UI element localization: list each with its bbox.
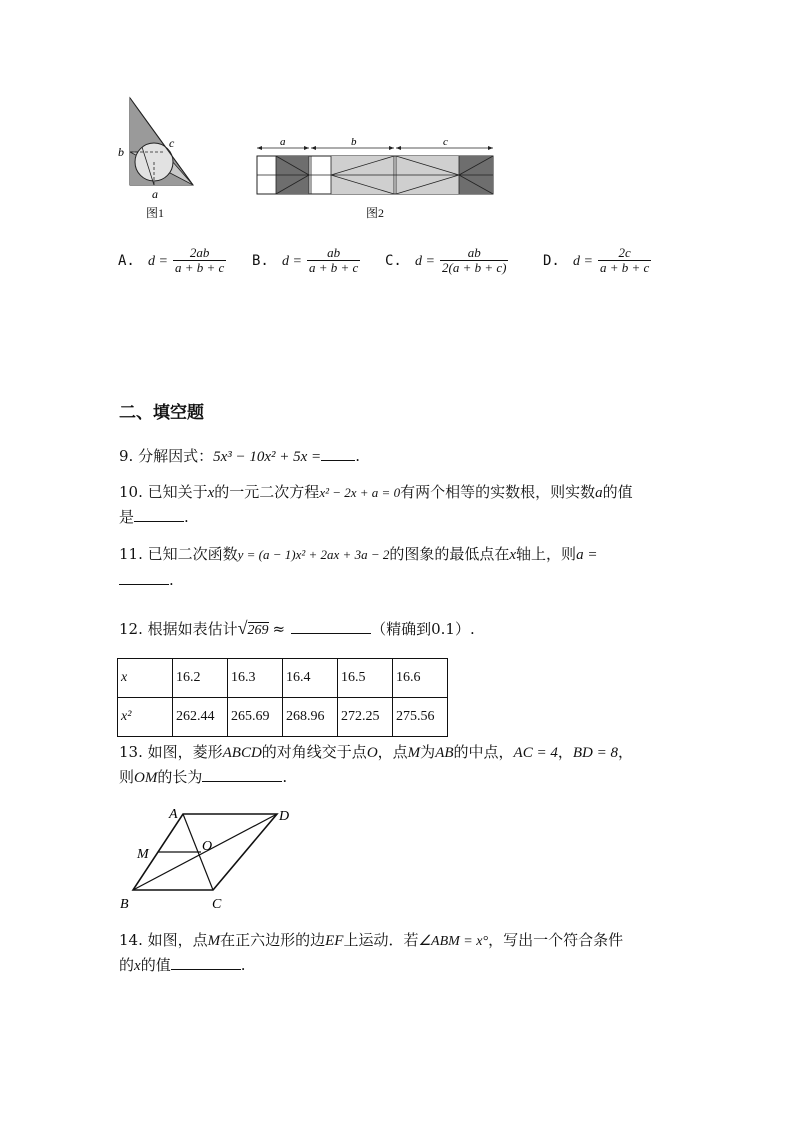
option-c-fraction: $\frac{ab}{2(a + b + c)}$ <box>442 245 507 275</box>
question-14-line2: 的x的值 . <box>119 956 246 974</box>
fig2-label-c: c <box>443 136 448 148</box>
question-10-line2: 是 . <box>119 508 189 526</box>
option-b: B. d = $\frac{ab}{a + b + c}$ <box>252 245 359 275</box>
figure-2-strip <box>252 134 498 200</box>
rhombus-label-B: B <box>120 897 129 912</box>
section-title: 二、填空题 <box>119 403 204 423</box>
option-a-fraction: $\frac{2ab}{a + b + c}$ <box>175 245 225 275</box>
option-d-fraction: $\frac{2c}{a + b + c}$ <box>600 245 650 275</box>
fig1-label-c: c <box>169 136 175 150</box>
rhombus-label-A: A <box>169 807 178 822</box>
rhombus-label-D: D <box>279 809 290 824</box>
question-14: 14. 如图，点M在正六边形的边EF上运动．若∠ABM = x°，写出一个符合条件 <box>119 931 624 949</box>
question-13: 13. 如图，菱形ABCD的对角线交于点O，点M为AB的中点，AC = 4，BD = 8， <box>119 743 633 761</box>
option-d: D. d = $\frac{2c}{a + b + c}$ <box>543 245 650 275</box>
question-13-line2: 则OM的长为 . <box>119 768 288 786</box>
rhombus-figure <box>115 802 305 914</box>
figure-2-caption: 图2 <box>366 206 385 220</box>
rhombus-label-O: O <box>202 839 213 854</box>
figure-1-triangle <box>112 92 204 204</box>
option-b-fraction: $\frac{ab}{a + b + c}$ <box>309 245 359 275</box>
rhombus-label-C: C <box>212 897 222 912</box>
option-a: A. d = $\frac{2ab}{a + b + c}$ <box>118 245 225 275</box>
fig1-label-a: a <box>152 187 158 201</box>
fig2-label-b: b <box>351 136 357 148</box>
question-11: 11. 已知二次函数y = (a − 1)x² + 2ax + 3a − 2的图象的最低点在x轴上，则a = <box>119 545 598 563</box>
sqrt-symbol: √ <box>237 618 248 638</box>
fig2-label-a: a <box>280 136 286 148</box>
question-11-line2: . <box>119 570 174 590</box>
question-12: 12. 根据如表估计√269 ≈ （精确到0.1）. <box>119 618 475 638</box>
table-row: x 16.2 16.3 16.4 16.5 16.6 <box>118 659 448 698</box>
question-9: 9. 分解因式：5x³ − 10x² + 5x = . <box>119 447 360 465</box>
rhombus-label-M: M <box>137 847 149 862</box>
option-c: C. d = $\frac{ab}{2(a + b + c)}$ <box>385 245 507 275</box>
question-10: 10. 已知关于x的一元二次方程x² − 2x + a = 0有两个相等的实数根，则实数a的值 <box>119 483 633 501</box>
figure-1-caption: 图1 <box>146 206 165 220</box>
value-table <box>117 658 448 737</box>
fig1-label-b: b <box>118 145 124 159</box>
table-row: x² 262.44 265.69 268.96 272.25 275.56 <box>118 698 448 737</box>
